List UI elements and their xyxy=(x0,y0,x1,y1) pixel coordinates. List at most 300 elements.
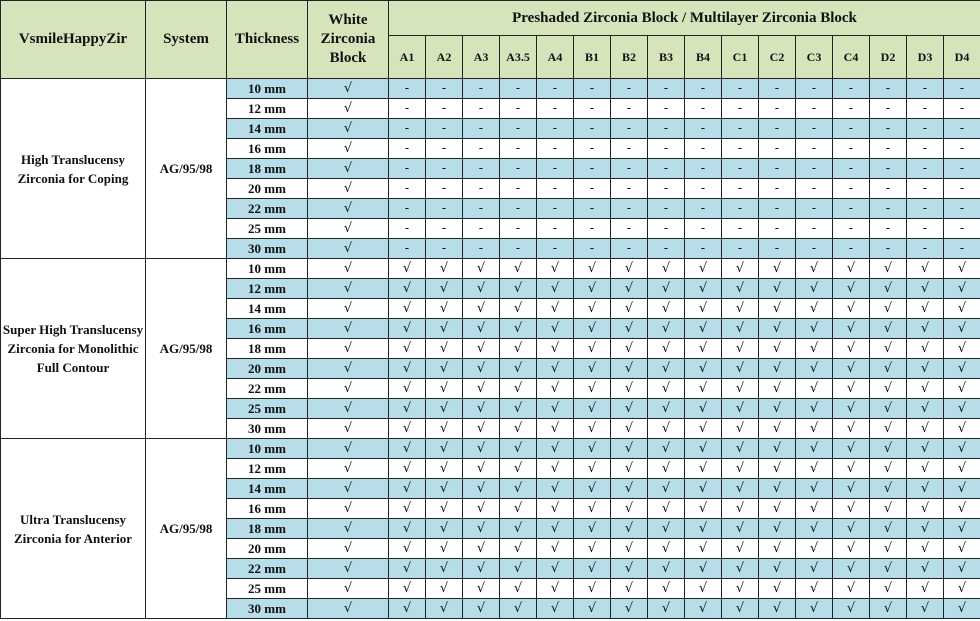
shade-availability-mark: - xyxy=(796,199,833,219)
shade-availability-mark: √ xyxy=(685,399,722,419)
shade-availability-mark: √ xyxy=(722,479,759,499)
shade-availability-mark: - xyxy=(648,199,685,219)
shade-header: A3.5 xyxy=(500,36,537,79)
shade-availability-mark: √ xyxy=(944,339,980,359)
shade-availability-mark: √ xyxy=(685,319,722,339)
shade-availability-mark: - xyxy=(574,239,611,259)
shade-availability-mark: √ xyxy=(648,359,685,379)
shade-availability-mark: √ xyxy=(463,319,500,339)
thickness-value: 22 mm xyxy=(227,379,308,399)
shade-availability-mark: - xyxy=(759,219,796,239)
shade-availability-mark: √ xyxy=(907,279,944,299)
shade-availability-mark: √ xyxy=(907,599,944,619)
shade-availability-mark: √ xyxy=(833,259,870,279)
shade-availability-mark: √ xyxy=(463,399,500,419)
shade-availability-mark: - xyxy=(833,179,870,199)
shade-availability-mark: √ xyxy=(796,399,833,419)
shade-availability-mark: √ xyxy=(574,279,611,299)
shade-availability-mark: √ xyxy=(648,559,685,579)
white-block-mark: √ xyxy=(308,359,389,379)
shade-availability-mark: √ xyxy=(611,419,648,439)
shade-availability-mark: √ xyxy=(500,479,537,499)
shade-availability-mark: √ xyxy=(648,499,685,519)
shade-availability-mark: √ xyxy=(833,579,870,599)
shade-availability-mark: - xyxy=(944,79,980,99)
shade-availability-mark: - xyxy=(944,219,980,239)
thickness-value: 12 mm xyxy=(227,279,308,299)
shade-availability-mark: √ xyxy=(500,559,537,579)
table-row xyxy=(1,439,980,459)
shade-availability-mark: √ xyxy=(907,359,944,379)
shade-availability-mark: √ xyxy=(907,479,944,499)
white-block-mark: √ xyxy=(308,199,389,219)
shade-availability-mark: - xyxy=(759,179,796,199)
shade-availability-mark: √ xyxy=(389,359,426,379)
shade-availability-mark: - xyxy=(870,199,907,219)
shade-availability-mark: √ xyxy=(722,459,759,479)
shade-availability-mark: √ xyxy=(648,439,685,459)
shade-availability-mark: - xyxy=(944,179,980,199)
shade-availability-mark: √ xyxy=(759,399,796,419)
shade-availability-mark: √ xyxy=(722,299,759,319)
shade-availability-mark: √ xyxy=(685,439,722,459)
shade-availability-mark: √ xyxy=(426,479,463,499)
shade-availability-mark: √ xyxy=(833,559,870,579)
shade-availability-mark: √ xyxy=(611,339,648,359)
shade-availability-mark: - xyxy=(426,239,463,259)
shade-availability-mark: - xyxy=(537,179,574,199)
shade-availability-mark: - xyxy=(907,99,944,119)
shade-availability-mark: - xyxy=(648,119,685,139)
shade-availability-mark: √ xyxy=(537,319,574,339)
shade-availability-mark: - xyxy=(537,219,574,239)
shade-availability-mark: √ xyxy=(426,599,463,619)
shade-availability-mark: - xyxy=(870,99,907,119)
shade-availability-mark: √ xyxy=(537,379,574,399)
shade-availability-mark: √ xyxy=(833,299,870,319)
shade-availability-mark: √ xyxy=(537,479,574,499)
shade-availability-mark: - xyxy=(759,99,796,119)
shade-availability-mark: - xyxy=(426,139,463,159)
shade-availability-mark: √ xyxy=(500,599,537,619)
shade-availability-mark: √ xyxy=(426,299,463,319)
shade-availability-mark: √ xyxy=(463,519,500,539)
white-block-mark: √ xyxy=(308,159,389,179)
shade-availability-mark: - xyxy=(722,219,759,239)
shade-availability-mark: - xyxy=(907,179,944,199)
shade-availability-mark: - xyxy=(759,239,796,259)
shade-availability-mark: √ xyxy=(796,539,833,559)
shade-availability-mark: - xyxy=(389,179,426,199)
shade-availability-mark: - xyxy=(463,79,500,99)
shade-availability-mark: √ xyxy=(685,339,722,359)
shade-availability-mark: √ xyxy=(759,439,796,459)
shade-availability-mark: √ xyxy=(685,539,722,559)
shade-header: C1 xyxy=(722,36,759,79)
shade-availability-mark: √ xyxy=(759,599,796,619)
shade-availability-mark: - xyxy=(685,219,722,239)
shade-availability-mark: √ xyxy=(426,339,463,359)
shade-availability-mark: √ xyxy=(463,579,500,599)
shade-availability-mark: √ xyxy=(759,419,796,439)
shade-availability-mark: √ xyxy=(574,339,611,359)
shade-availability-mark: √ xyxy=(907,459,944,479)
shade-header: A4 xyxy=(537,36,574,79)
system-value: AG/95/98 xyxy=(146,79,227,259)
shade-availability-mark: - xyxy=(759,199,796,219)
thickness-value: 30 mm xyxy=(227,419,308,439)
shade-availability-mark: √ xyxy=(833,499,870,519)
shade-availability-mark: √ xyxy=(722,419,759,439)
shade-availability-mark: - xyxy=(426,99,463,119)
shade-availability-mark: - xyxy=(389,159,426,179)
shade-availability-mark: √ xyxy=(759,299,796,319)
shade-availability-mark: √ xyxy=(685,499,722,519)
shade-availability-mark: √ xyxy=(426,279,463,299)
shade-availability-mark: - xyxy=(759,139,796,159)
shade-availability-mark: √ xyxy=(537,579,574,599)
shade-availability-mark: √ xyxy=(611,439,648,459)
shade-availability-mark: √ xyxy=(944,439,980,459)
shade-availability-mark: - xyxy=(796,239,833,259)
shade-availability-mark: - xyxy=(907,219,944,239)
white-block-mark: √ xyxy=(308,279,389,299)
shade-availability-mark: √ xyxy=(722,499,759,519)
shade-availability-mark: √ xyxy=(796,579,833,599)
shade-availability-mark: - xyxy=(611,99,648,119)
shade-availability-mark: √ xyxy=(389,479,426,499)
shade-availability-mark: √ xyxy=(537,599,574,619)
shade-availability-mark: - xyxy=(611,139,648,159)
shade-availability-mark: √ xyxy=(759,459,796,479)
shade-availability-mark: - xyxy=(574,79,611,99)
thickness-value: 25 mm xyxy=(227,399,308,419)
shade-availability-mark: - xyxy=(463,159,500,179)
shade-availability-mark: √ xyxy=(870,439,907,459)
shade-availability-mark: - xyxy=(796,179,833,199)
shade-availability-mark: √ xyxy=(611,519,648,539)
shade-availability-mark: √ xyxy=(944,499,980,519)
shade-availability-mark: - xyxy=(870,239,907,259)
shade-availability-mark: - xyxy=(500,119,537,139)
shade-availability-mark: √ xyxy=(648,279,685,299)
shade-availability-mark: √ xyxy=(611,539,648,559)
system-value: AG/95/98 xyxy=(146,259,227,439)
shade-availability-mark: √ xyxy=(500,339,537,359)
shade-availability-mark: √ xyxy=(722,539,759,559)
shade-availability-mark: √ xyxy=(500,539,537,559)
shade-availability-mark: √ xyxy=(648,539,685,559)
shade-availability-mark: √ xyxy=(537,259,574,279)
shade-availability-mark: √ xyxy=(537,299,574,319)
white-block-mark: √ xyxy=(308,259,389,279)
shade-availability-mark: - xyxy=(870,119,907,139)
shade-availability-mark: √ xyxy=(500,279,537,299)
shade-availability-mark: √ xyxy=(574,559,611,579)
shade-availability-mark: - xyxy=(722,179,759,199)
shade-availability-mark: √ xyxy=(796,559,833,579)
thickness-value: 10 mm xyxy=(227,79,308,99)
shade-availability-mark: √ xyxy=(537,399,574,419)
shade-availability-mark: - xyxy=(500,179,537,199)
shade-availability-mark: - xyxy=(796,79,833,99)
shade-availability-mark: √ xyxy=(463,259,500,279)
shade-availability-mark: - xyxy=(463,99,500,119)
shade-availability-mark: √ xyxy=(944,399,980,419)
shade-availability-mark: √ xyxy=(722,319,759,339)
shade-availability-mark: - xyxy=(648,239,685,259)
shade-availability-mark: - xyxy=(389,239,426,259)
shade-availability-mark: - xyxy=(685,199,722,219)
shade-availability-mark: √ xyxy=(944,259,980,279)
shade-header: B2 xyxy=(611,36,648,79)
shade-availability-mark: √ xyxy=(796,479,833,499)
shade-availability-mark: √ xyxy=(500,359,537,379)
shade-availability-mark: - xyxy=(833,99,870,119)
shade-availability-mark: - xyxy=(537,159,574,179)
shade-availability-mark: √ xyxy=(944,319,980,339)
shade-availability-mark: - xyxy=(722,99,759,119)
shade-availability-mark: √ xyxy=(685,559,722,579)
shade-availability-mark: - xyxy=(500,99,537,119)
shade-header: C2 xyxy=(759,36,796,79)
shade-availability-mark: √ xyxy=(463,479,500,499)
shade-availability-mark: √ xyxy=(833,359,870,379)
thickness-value: 14 mm xyxy=(227,479,308,499)
shade-availability-mark: √ xyxy=(833,279,870,299)
shade-availability-mark: √ xyxy=(944,559,980,579)
shade-availability-mark: - xyxy=(648,79,685,99)
shade-availability-mark: √ xyxy=(907,399,944,419)
thickness-value: 20 mm xyxy=(227,359,308,379)
shade-availability-mark: - xyxy=(463,179,500,199)
shade-availability-mark: √ xyxy=(463,379,500,399)
shade-availability-mark: √ xyxy=(648,259,685,279)
thickness-value: 10 mm xyxy=(227,439,308,459)
shade-availability-mark: √ xyxy=(759,499,796,519)
shade-availability-mark: - xyxy=(796,119,833,139)
shade-availability-mark: √ xyxy=(870,279,907,299)
shade-availability-mark: - xyxy=(870,139,907,159)
shade-availability-mark: - xyxy=(833,119,870,139)
shade-availability-mark: √ xyxy=(574,399,611,419)
shade-availability-mark: √ xyxy=(685,279,722,299)
shade-availability-mark: - xyxy=(500,159,537,179)
shade-availability-mark: √ xyxy=(685,479,722,499)
white-block-mark: √ xyxy=(308,219,389,239)
shade-availability-mark: √ xyxy=(907,259,944,279)
shade-header: B4 xyxy=(685,36,722,79)
product-name: Super High Translucensy Zirconia for Monolithic Full Contour xyxy=(1,259,146,439)
white-block-mark: √ xyxy=(308,139,389,159)
shade-availability-mark: √ xyxy=(537,439,574,459)
shade-availability-mark: √ xyxy=(944,579,980,599)
shade-header: D4 xyxy=(944,36,980,79)
shade-availability-mark: √ xyxy=(537,459,574,479)
shade-availability-mark: √ xyxy=(796,419,833,439)
shade-availability-mark: √ xyxy=(759,259,796,279)
shade-availability-mark: √ xyxy=(611,399,648,419)
shade-availability-mark: - xyxy=(833,79,870,99)
shade-availability-mark: - xyxy=(537,199,574,219)
shade-availability-mark: √ xyxy=(611,259,648,279)
shade-availability-mark: √ xyxy=(907,419,944,439)
thickness-value: 30 mm xyxy=(227,599,308,619)
shade-availability-mark: - xyxy=(611,179,648,199)
shade-availability-mark: √ xyxy=(537,359,574,379)
shade-availability-mark: √ xyxy=(685,579,722,599)
shade-availability-mark: √ xyxy=(907,519,944,539)
thickness-header: Thickness xyxy=(227,1,308,79)
shade-availability-mark: √ xyxy=(389,539,426,559)
shade-availability-mark: √ xyxy=(500,399,537,419)
shade-availability-mark: √ xyxy=(463,279,500,299)
shade-availability-mark: √ xyxy=(722,599,759,619)
shade-availability-mark: √ xyxy=(611,579,648,599)
shade-availability-mark: √ xyxy=(722,259,759,279)
shade-availability-mark: √ xyxy=(722,559,759,579)
thickness-value: 18 mm xyxy=(227,159,308,179)
shade-availability-mark: √ xyxy=(574,579,611,599)
shade-availability-mark: √ xyxy=(833,319,870,339)
shade-availability-mark: - xyxy=(463,139,500,159)
shade-availability-mark: √ xyxy=(463,419,500,439)
shade-availability-mark: √ xyxy=(463,459,500,479)
shade-availability-mark: √ xyxy=(870,599,907,619)
shade-availability-mark: √ xyxy=(574,379,611,399)
shade-availability-mark: √ xyxy=(722,439,759,459)
white-block-mark: √ xyxy=(308,599,389,619)
shade-availability-mark: √ xyxy=(833,479,870,499)
thickness-value: 18 mm xyxy=(227,519,308,539)
shade-availability-mark: √ xyxy=(833,439,870,459)
white-block-mark: √ xyxy=(308,299,389,319)
shade-availability-mark: - xyxy=(574,179,611,199)
shade-availability-mark: - xyxy=(759,79,796,99)
shade-availability-mark: - xyxy=(611,159,648,179)
shade-availability-mark: - xyxy=(611,239,648,259)
shade-availability-mark: √ xyxy=(685,599,722,619)
shade-availability-mark: - xyxy=(796,219,833,239)
white-block-mark: √ xyxy=(308,319,389,339)
shade-availability-mark: - xyxy=(685,119,722,139)
white-block-mark: √ xyxy=(308,119,389,139)
thickness-value: 20 mm xyxy=(227,539,308,559)
shade-availability-mark: √ xyxy=(426,319,463,339)
shade-header: A1 xyxy=(389,36,426,79)
white-block-mark: √ xyxy=(308,79,389,99)
shade-availability-mark: - xyxy=(722,159,759,179)
shade-availability-mark: √ xyxy=(833,599,870,619)
shade-availability-mark: - xyxy=(722,239,759,259)
shade-availability-mark: √ xyxy=(722,359,759,379)
shade-availability-mark: √ xyxy=(907,579,944,599)
shade-header: B1 xyxy=(574,36,611,79)
shade-availability-mark: - xyxy=(944,239,980,259)
shade-availability-mark: √ xyxy=(500,519,537,539)
shade-availability-mark: - xyxy=(907,119,944,139)
thickness-value: 20 mm xyxy=(227,179,308,199)
shade-availability-mark: - xyxy=(944,99,980,119)
shade-availability-mark: √ xyxy=(870,579,907,599)
shade-availability-mark: √ xyxy=(574,539,611,559)
thickness-value: 25 mm xyxy=(227,579,308,599)
shade-availability-mark: √ xyxy=(870,299,907,319)
thickness-value: 14 mm xyxy=(227,299,308,319)
shade-availability-mark: √ xyxy=(574,299,611,319)
shade-availability-mark: - xyxy=(685,179,722,199)
shade-availability-mark: √ xyxy=(648,399,685,419)
thickness-value: 12 mm xyxy=(227,459,308,479)
shade-availability-mark: √ xyxy=(611,479,648,499)
shade-availability-mark: - xyxy=(463,199,500,219)
shade-availability-mark: √ xyxy=(611,499,648,519)
shade-availability-mark: √ xyxy=(426,579,463,599)
shade-availability-mark: √ xyxy=(389,299,426,319)
shade-availability-mark: √ xyxy=(685,519,722,539)
shade-availability-mark: - xyxy=(574,99,611,119)
shade-availability-mark: √ xyxy=(574,599,611,619)
shade-availability-mark: √ xyxy=(907,319,944,339)
shade-availability-mark: - xyxy=(537,79,574,99)
shade-availability-mark: - xyxy=(574,159,611,179)
thickness-value: 22 mm xyxy=(227,199,308,219)
shade-availability-mark: √ xyxy=(389,339,426,359)
shade-availability-mark: √ xyxy=(907,559,944,579)
shade-availability-mark: - xyxy=(574,219,611,239)
shade-availability-mark: - xyxy=(870,159,907,179)
shade-availability-mark: √ xyxy=(426,399,463,419)
shade-availability-mark: √ xyxy=(426,359,463,379)
shade-availability-mark: - xyxy=(389,119,426,139)
white-block-mark: √ xyxy=(308,519,389,539)
shade-availability-mark: √ xyxy=(537,539,574,559)
white-block-mark: √ xyxy=(308,579,389,599)
shade-availability-mark: - xyxy=(907,79,944,99)
shade-availability-mark: √ xyxy=(389,559,426,579)
shade-availability-mark: √ xyxy=(870,459,907,479)
shade-availability-mark: √ xyxy=(611,599,648,619)
shade-availability-mark: √ xyxy=(796,599,833,619)
shade-availability-mark: - xyxy=(500,199,537,219)
thickness-value: 16 mm xyxy=(227,139,308,159)
shade-availability-mark: √ xyxy=(611,379,648,399)
shade-header: A3 xyxy=(463,36,500,79)
shade-availability-mark: √ xyxy=(426,519,463,539)
shade-availability-mark: √ xyxy=(944,479,980,499)
shade-availability-mark: √ xyxy=(611,359,648,379)
shade-availability-mark: - xyxy=(907,199,944,219)
shade-availability-mark: √ xyxy=(870,359,907,379)
shade-availability-mark: - xyxy=(685,239,722,259)
white-block-mark: √ xyxy=(308,339,389,359)
shade-availability-mark: √ xyxy=(426,419,463,439)
shade-availability-mark: √ xyxy=(722,339,759,359)
shade-availability-mark: √ xyxy=(463,599,500,619)
shade-availability-mark: √ xyxy=(944,459,980,479)
shade-availability-mark: √ xyxy=(537,279,574,299)
shade-availability-mark: - xyxy=(500,139,537,159)
shade-availability-mark: √ xyxy=(611,319,648,339)
shade-availability-mark: √ xyxy=(389,579,426,599)
shade-availability-mark: √ xyxy=(389,599,426,619)
thickness-value: 16 mm xyxy=(227,499,308,519)
shade-availability-mark: √ xyxy=(648,379,685,399)
shade-availability-mark: √ xyxy=(722,379,759,399)
shade-availability-mark: - xyxy=(426,179,463,199)
white-block-mark: √ xyxy=(308,459,389,479)
shade-header: A2 xyxy=(426,36,463,79)
